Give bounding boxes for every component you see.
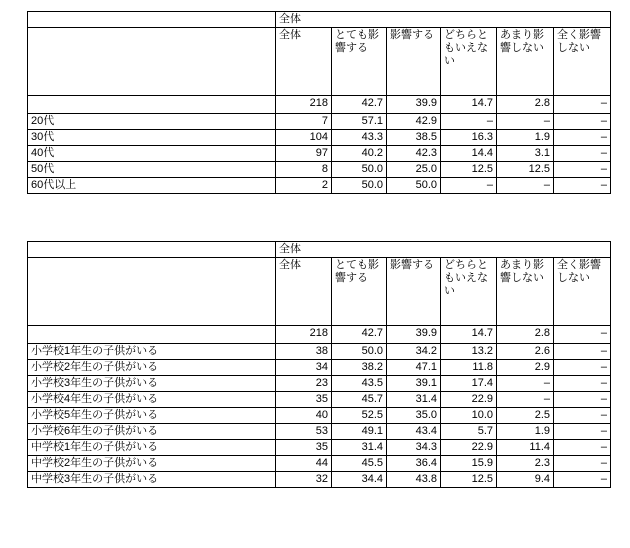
cell-total-notatall: – (554, 95, 611, 113)
cell-infl: 47.1 (387, 359, 441, 375)
cell-n: 53 (276, 423, 332, 439)
cell-infl: 38.5 (387, 129, 441, 145)
cell-neutral: 16.3 (441, 129, 497, 145)
table-row (28, 27, 611, 95)
row-label: 中学校3年生の子供がいる (28, 471, 276, 487)
cell-total-very: 42.7 (332, 95, 387, 113)
cell-infl: 50.0 (387, 177, 441, 193)
cell-very: 40.2 (332, 145, 387, 161)
cell-total-infl: 39.9 (387, 95, 441, 113)
column-header-not-at-all: 全く影響しない (554, 257, 611, 325)
column-header-very-influential: とても影響する (332, 257, 387, 325)
cell-infl: 25.0 (387, 161, 441, 177)
row-label: 小学校2年生の子供がいる (28, 359, 276, 375)
cell-notvery: 2.3 (497, 455, 554, 471)
table-row (28, 242, 611, 258)
cell-very: 45.5 (332, 455, 387, 471)
corner-cell-2 (28, 27, 276, 95)
cell-notvery: – (497, 391, 554, 407)
cell-n: 40 (276, 407, 332, 423)
cell-neutral: 22.9 (441, 391, 497, 407)
row-label: 小学校4年生の子供がいる (28, 391, 276, 407)
cell-very: 43.5 (332, 375, 387, 391)
cell-notatall: – (554, 375, 611, 391)
cell-notvery: 11.4 (497, 439, 554, 455)
table-row (28, 145, 611, 161)
cell-neutral: 12.5 (441, 471, 497, 487)
cell-n: 44 (276, 455, 332, 471)
cell-neutral: – (441, 177, 497, 193)
cell-infl: 39.1 (387, 375, 441, 391)
row-label: 小学校3年生の子供がいる (28, 375, 276, 391)
group-header-total: 全体 (276, 242, 611, 258)
cell-infl: 35.0 (387, 407, 441, 423)
cell-notvery: – (497, 113, 554, 129)
row-label: 20代 (28, 113, 276, 129)
column-header-influential: 影響する (387, 257, 441, 325)
cell-notatall: – (554, 145, 611, 161)
cell-notvery: 9.4 (497, 471, 554, 487)
cell-neutral: 11.8 (441, 359, 497, 375)
table-row (28, 375, 611, 391)
crosstab-table-age (27, 11, 611, 194)
column-header-very-influential: とても影響する (332, 27, 387, 95)
cell-notatall: – (554, 359, 611, 375)
row-label: 中学校2年生の子供がいる (28, 455, 276, 471)
table-row-total (28, 95, 611, 113)
cell-n: 34 (276, 359, 332, 375)
table-row (28, 113, 611, 129)
table-row (28, 161, 611, 177)
cell-infl: 36.4 (387, 455, 441, 471)
cell-total-notvery: 2.8 (497, 325, 554, 343)
cell-infl: 31.4 (387, 391, 441, 407)
column-header-total: 全体 (276, 27, 332, 95)
cell-total-notatall: – (554, 325, 611, 343)
cell-notatall: – (554, 423, 611, 439)
cell-notvery: 1.9 (497, 423, 554, 439)
corner-cell (28, 12, 276, 28)
cell-very: 34.4 (332, 471, 387, 487)
table-row (28, 177, 611, 193)
cell-n: 38 (276, 343, 332, 359)
cell-neutral: 17.4 (441, 375, 497, 391)
table-row (28, 407, 611, 423)
group-header-total: 全体 (276, 12, 611, 28)
column-header-not-very: あまり影響しない (497, 257, 554, 325)
corner-cell-2 (28, 257, 276, 325)
table-row (28, 359, 611, 375)
table-row (28, 129, 611, 145)
cell-notvery: 12.5 (497, 161, 554, 177)
cell-n: 35 (276, 391, 332, 407)
cell-total-n: 218 (276, 95, 332, 113)
cell-notatall: – (554, 455, 611, 471)
row-label: 小学校5年生の子供がいる (28, 407, 276, 423)
column-header-influential: 影響する (387, 27, 441, 95)
table-row (28, 455, 611, 471)
cell-notatall: – (554, 391, 611, 407)
row-label: 60代以上 (28, 177, 276, 193)
cell-total-n: 218 (276, 325, 332, 343)
cell-notvery: – (497, 375, 554, 391)
cell-notvery: 1.9 (497, 129, 554, 145)
cell-n: 104 (276, 129, 332, 145)
cell-notatall: – (554, 439, 611, 455)
cell-notvery: 2.5 (497, 407, 554, 423)
row-label: 中学校1年生の子供がいる (28, 439, 276, 455)
crosstab-table-child-grade (27, 241, 611, 488)
cell-total-notvery: 2.8 (497, 95, 554, 113)
cell-very: 43.3 (332, 129, 387, 145)
column-header-not-very: あまり影響しない (497, 27, 554, 95)
row-label-total (28, 95, 276, 113)
cell-notatall: – (554, 407, 611, 423)
cell-very: 38.2 (332, 359, 387, 375)
cell-notatall: – (554, 343, 611, 359)
cell-n: 2 (276, 177, 332, 193)
cell-very: 52.5 (332, 407, 387, 423)
corner-cell (28, 242, 276, 258)
cell-total-neutral: 14.7 (441, 95, 497, 113)
table-row (28, 12, 611, 28)
column-header-not-at-all: 全く影響しない (554, 27, 611, 95)
cell-n: 23 (276, 375, 332, 391)
row-label: 40代 (28, 145, 276, 161)
cell-very: 45.7 (332, 391, 387, 407)
cell-infl: 42.9 (387, 113, 441, 129)
row-label: 小学校1年生の子供がいる (28, 343, 276, 359)
row-label: 30代 (28, 129, 276, 145)
cell-notvery: 3.1 (497, 145, 554, 161)
table-row-total (28, 325, 611, 343)
row-label-total (28, 325, 276, 343)
cell-infl: 42.3 (387, 145, 441, 161)
cell-infl: 43.4 (387, 423, 441, 439)
cell-notatall: – (554, 177, 611, 193)
cell-notvery: – (497, 177, 554, 193)
cell-notatall: – (554, 129, 611, 145)
cell-very: 49.1 (332, 423, 387, 439)
column-header-neutral: どちらともいえない (441, 257, 497, 325)
cell-total-infl: 39.9 (387, 325, 441, 343)
cell-infl: 34.2 (387, 343, 441, 359)
cell-n: 97 (276, 145, 332, 161)
cell-infl: 34.3 (387, 439, 441, 455)
column-header-total: 全体 (276, 257, 332, 325)
table-row (28, 257, 611, 325)
table-row (28, 391, 611, 407)
cell-very: 50.0 (332, 161, 387, 177)
cell-neutral: 15.9 (441, 455, 497, 471)
cell-neutral: 10.0 (441, 407, 497, 423)
cell-notatall: – (554, 471, 611, 487)
cell-infl: 43.8 (387, 471, 441, 487)
table-row (28, 439, 611, 455)
table-row (28, 343, 611, 359)
cell-n: 8 (276, 161, 332, 177)
cell-notatall: – (554, 113, 611, 129)
cell-very: 50.0 (332, 177, 387, 193)
cell-neutral: 14.4 (441, 145, 497, 161)
cell-total-neutral: 14.7 (441, 325, 497, 343)
cell-n: 32 (276, 471, 332, 487)
cell-neutral: 22.9 (441, 439, 497, 455)
cell-neutral: 12.5 (441, 161, 497, 177)
cell-n: 35 (276, 439, 332, 455)
cell-neutral: 5.7 (441, 423, 497, 439)
cell-n: 7 (276, 113, 332, 129)
cell-very: 31.4 (332, 439, 387, 455)
row-label: 50代 (28, 161, 276, 177)
cell-total-very: 42.7 (332, 325, 387, 343)
table-row (28, 423, 611, 439)
cell-notatall: – (554, 161, 611, 177)
column-header-neutral: どちらともいえない (441, 27, 497, 95)
row-label: 小学校6年生の子供がいる (28, 423, 276, 439)
cell-neutral: 13.2 (441, 343, 497, 359)
cell-notvery: 2.9 (497, 359, 554, 375)
cell-neutral: – (441, 113, 497, 129)
cell-very: 50.0 (332, 343, 387, 359)
cell-notvery: 2.6 (497, 343, 554, 359)
cell-very: 57.1 (332, 113, 387, 129)
table-row (28, 471, 611, 487)
